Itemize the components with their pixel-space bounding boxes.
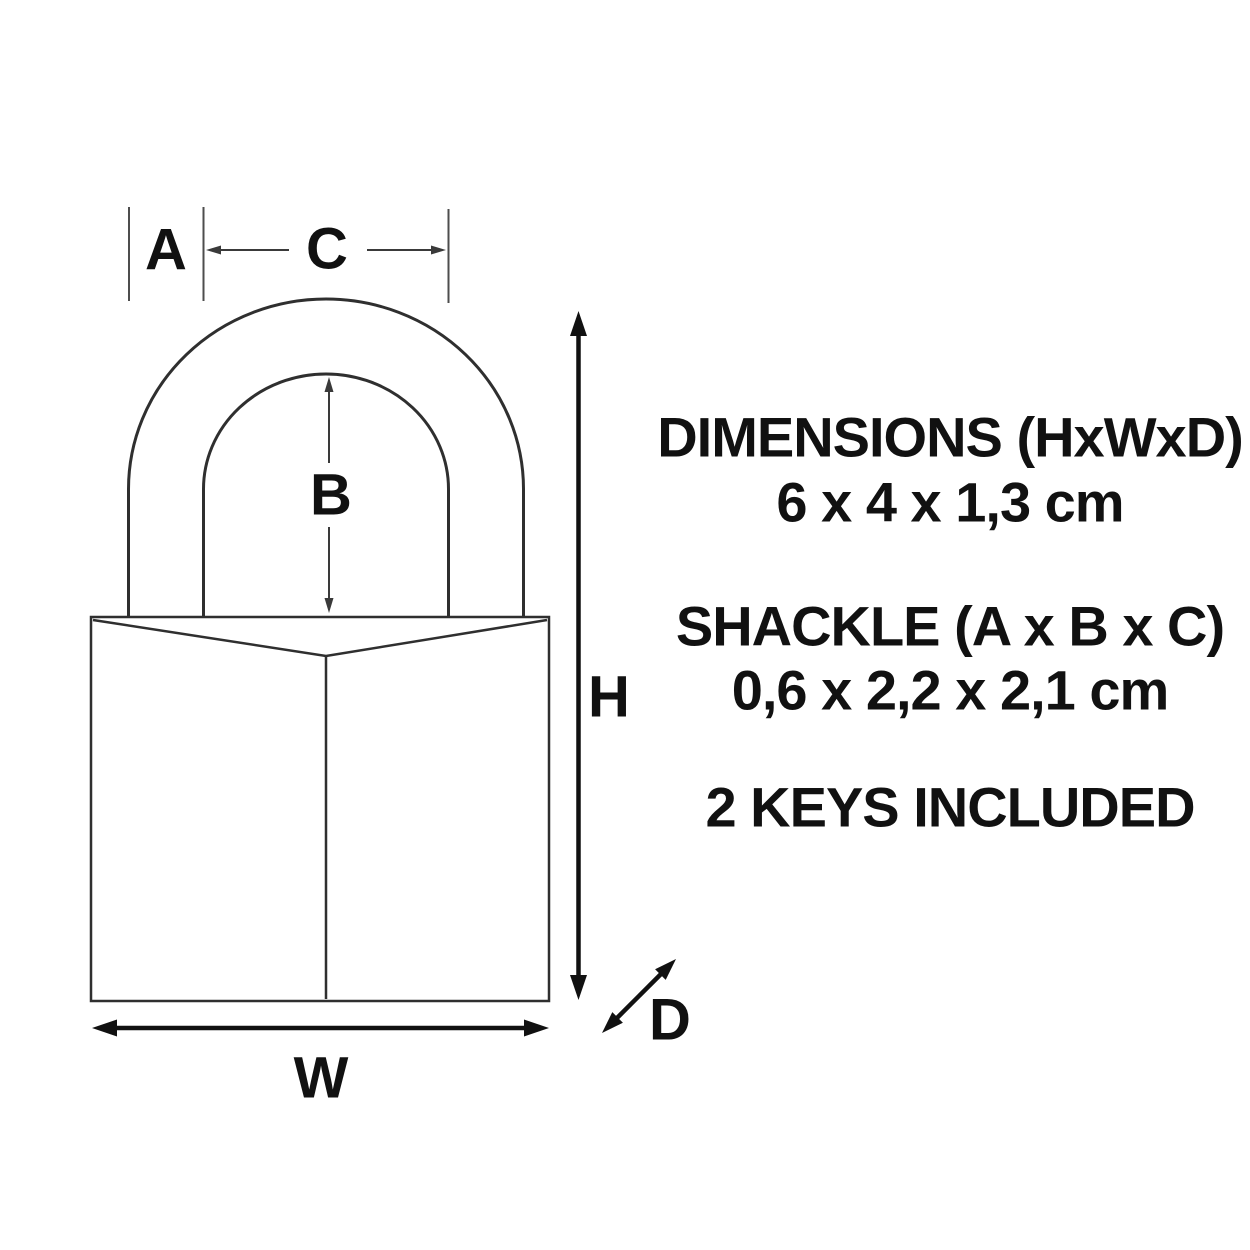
b-arrowhead-bottom <box>325 598 334 613</box>
b-arrowhead-top <box>325 377 334 392</box>
w-arrowhead-right <box>524 1020 549 1037</box>
label-w: W <box>293 1045 349 1111</box>
h-arrowhead-bottom <box>570 975 587 1000</box>
label-a: A <box>145 217 187 283</box>
padlock-body-chevron <box>93 620 547 656</box>
padlock-body <box>91 617 549 1001</box>
shackle-title: SHACKLE (A x B x C) <box>675 594 1225 658</box>
label-c: C <box>306 216 348 282</box>
c-arrowhead-left <box>206 246 221 255</box>
dimensions-title: DIMENSIONS (HxWxD) <box>657 405 1243 469</box>
shackle-value: 0,6 x 2,2 x 2,1 cm <box>731 658 1169 722</box>
w-dimension-arrow <box>92 1020 549 1037</box>
keys-included-note: 2 KEYS INCLUDED <box>705 775 1195 839</box>
h-dimension-arrow <box>570 311 587 1000</box>
label-h: H <box>588 664 630 730</box>
dimensions-value: 6 x 4 x 1,3 cm <box>776 470 1124 534</box>
c-arrowhead-right <box>431 246 446 255</box>
label-b: B <box>310 462 352 528</box>
shackle-outer-outline <box>129 299 524 616</box>
label-d: D <box>649 987 691 1053</box>
